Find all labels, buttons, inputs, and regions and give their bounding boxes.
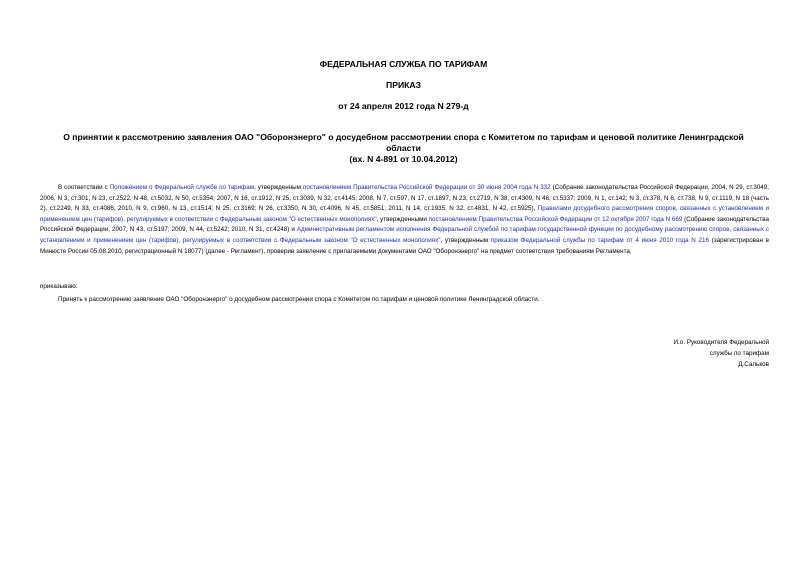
link-government-decree-332[interactable]: постановлением Правительства Российской Федерации от 30 июня 2004 года N 332 (302, 184, 551, 191)
title-line-2: области (386, 143, 421, 153)
body-text: , утвержденным (440, 236, 491, 244)
body-text: , утвержденным (254, 184, 303, 191)
agency-name: ФЕДЕРАЛЬНАЯ СЛУЖБА ПО ТАРИФАМ (319, 59, 488, 69)
body-text: , утвержденными (376, 215, 429, 223)
document-type: ПРИКАЗ (386, 80, 421, 90)
title-line-3: (вх. N 4-891 от 10.04.2012) (349, 154, 458, 164)
signature-position-line-1: И.о. Руководителя Федеральной (673, 339, 769, 346)
link-fst-order-216[interactable]: приказом Федеральной службы по тарифам от 4 июня 2010 года N 216 (490, 236, 709, 244)
document-title (40, 132, 767, 165)
body-text: (Собрание законодательства Российской Федерации, 2004, N 29, ст.3049; 2006, N 3, ст.301, N 23, ст.2522, N 48, ст.5032, N 50, ст.5354; 2007, N 16, ст.1912, N 25, ст.3039, N 32, ст.4145; 2008, N 7, ст.597, N 17, ст.1897, N 23, ст.2719, N 38, ст.4309, N 46, ст.5337; 2009, N 1, ст.142; N 3, ст.378, N 6, ст.738, N 9, ст.1119, N 18 (часть 2), ст.2249, N 33, ст.4086; 2010, N 9, ст.960, N 13, ст.1514; N 25, ст.3169; N 26, ст.3350, N 30, ст.4096, N 45, ст.5851; 2011, N 14, ст.1935, N 32, ст.4831, N 42, ст.5925), (40, 184, 769, 213)
decree-item: Принять к рассмотрению заявление ОАО "Оборонэнерго" о досудебном рассмотрении спора с Комитетом по тарифам и ценовой политике Ленинградской области. (58, 296, 540, 303)
link-fst-regulation[interactable]: Положением о Федеральной службе по тарифам (109, 184, 255, 191)
link-government-decree-669[interactable]: постановлением Правительства Российской Федерации от 12 октября 2007 года N 669 (428, 215, 683, 223)
title-line-1: О принятии к рассмотрению заявления ОАО "Оборонэнерго" о досудебном рассмотрении спора с Комитетом по тарифам и ценовой политике Ленинградской (63, 132, 744, 142)
link-administrative-regulation[interactable]: Административным регламентом исполнения Федеральной службой по тарифам государственной функции по досудебному рассмотрению споров, связанных с установлением и применением цен (тарифов), регулируемых в соответствии с Федеральным законом "О естественных монополиях" (40, 226, 769, 244)
signature-position-line-2: службы по тарифам (709, 350, 769, 357)
body-text: (Собрание законодательства Российской Федерации, 2007, N 43, ст.5197; 2009, N 44, ст.5242; 2010, N 31, ст.4248) и (40, 215, 769, 234)
signature-name: Д.Сальков (738, 361, 769, 368)
decree-word: приказываю: (40, 283, 78, 290)
link-pretrial-rules[interactable]: Правилами досудебного рассмотрения споров, связанных с установлением и применением цен (тарифов), регулируемых в соответствии с Федеральным законом "О естественных монополиях" (40, 205, 769, 223)
signature-block (569, 337, 769, 370)
body-text: В соответствии с (58, 184, 110, 191)
document-date-number: от 24 апреля 2012 года N 279-д (338, 101, 469, 111)
body-text: (зарегистрирован в Минюсте России 05.08.2010, регистрационный N 18077) (далее - Регламент), проверив заявление с прилагаемыми документами ОАО "Оборонэнерго" на предмет соответствия требованиям Регламента, (40, 236, 769, 255)
preamble-paragraph (40, 183, 769, 257)
